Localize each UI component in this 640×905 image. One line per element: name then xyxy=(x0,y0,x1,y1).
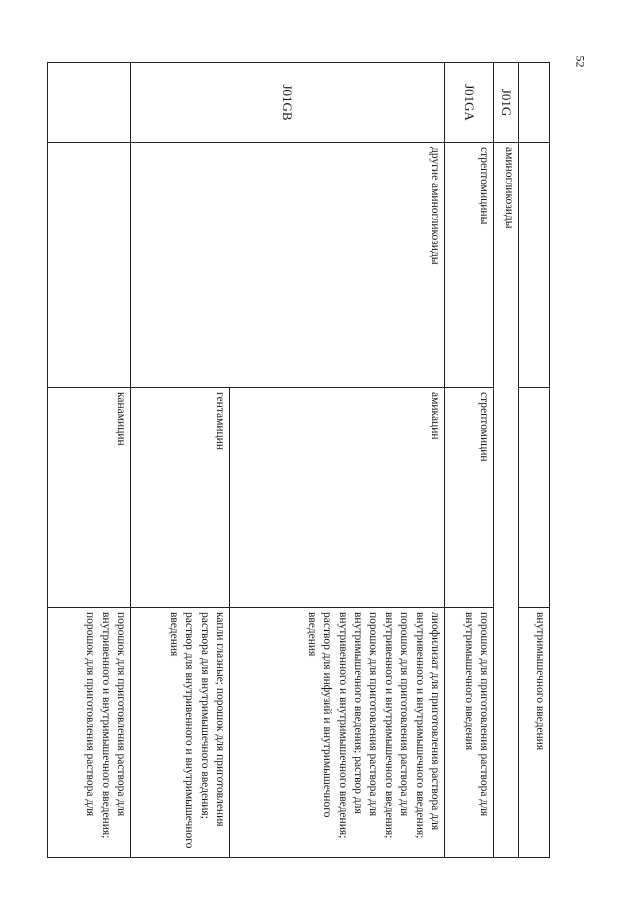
group-cell: аминогликозиды xyxy=(494,143,519,858)
form-cell: порошок для приготовления раствора для внутримышечного введения xyxy=(445,608,494,858)
drug-cell xyxy=(519,388,550,608)
drug-table xyxy=(47,62,550,858)
form-cell: порошок для приготовления раствора для внутривенного и внутримышечного введения; порошок для приготовления раствора для xyxy=(48,608,131,858)
form-cell: капли глазные; порошок для приготовления раствора для внутримышечного введения; раствор для внутривенного и внутримышечного введения xyxy=(131,608,230,858)
code-cell: J01GA xyxy=(445,63,494,143)
form-cell: лиофилизат для приготовления раствора для внутривенного и внутримышечного введения; порошок для приготовления раствора для внутривенного и внутримышечного введения; порошок для приготовления раствора для внутримышечного введения; раствор для внутривенного и внутримышечного введения; раствор для инфузий и внутримышечного введения xyxy=(230,608,445,858)
drug-cell: стрептомицин xyxy=(445,388,494,608)
drug-cell: канамицин xyxy=(48,388,131,608)
group-cell xyxy=(519,143,550,388)
table-row xyxy=(48,63,131,858)
rotated-table-wrapper xyxy=(57,62,550,857)
group-cell xyxy=(48,143,131,388)
table-row xyxy=(445,63,494,858)
table-row xyxy=(230,63,445,858)
table-row xyxy=(494,63,519,858)
code-cell: J01G xyxy=(494,63,519,143)
group-cell: стрептомицины xyxy=(445,143,494,388)
table-row xyxy=(519,63,550,858)
drug-cell: гентамицин xyxy=(131,388,230,608)
drug-cell: амикацин xyxy=(230,388,445,608)
code-cell xyxy=(48,63,131,143)
code-cell: J01GB xyxy=(131,63,445,143)
form-cell: внутримышечного введения xyxy=(519,608,550,858)
group-cell: другие аминогликозиды xyxy=(131,143,445,388)
code-cell xyxy=(519,63,550,143)
page-number: 52 xyxy=(573,55,588,68)
